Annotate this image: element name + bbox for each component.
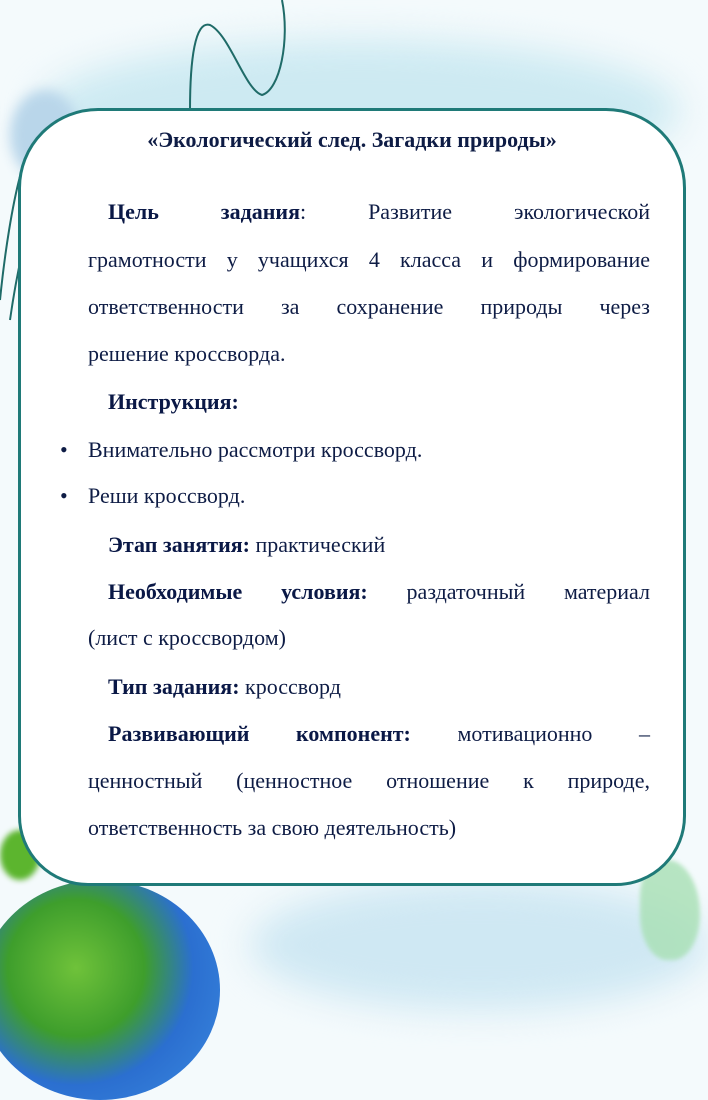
goal-line-4: решение кроссворда. [88, 341, 286, 366]
page-title: «Экологический след. Загадки природы» [147, 127, 557, 152]
bullet-icon: • [60, 483, 68, 508]
conditions-line-2: (лист с кроссвордом) [88, 625, 286, 650]
list-item: • Реши кроссворд. [60, 483, 246, 508]
stage-line: Этап занятия: практический [108, 532, 386, 557]
component-line-3: ответственность за свою деятельность) [88, 815, 457, 840]
goal-label: Цель задания [108, 199, 301, 224]
list-item: • Внимательно рассмотри кроссворд. [60, 437, 423, 462]
bullet-icon: • [60, 437, 68, 462]
component-line-2: ценностный (ценностное отношение к природе, [88, 768, 650, 793]
instruction-heading: Инструкция: [108, 389, 239, 414]
type-line: Тип задания: кроссворд [108, 674, 341, 699]
component-line-1: Развивающий компонент: мотивационно – [108, 721, 650, 746]
goal-line-1: Цель задания: Развитие экологической [108, 199, 650, 224]
goal-line-3: ответственности за сохранение природы через [88, 294, 650, 319]
conditions-line-1: Необходимые условия: раздаточный материал [108, 579, 650, 604]
goal-line-2: грамотности у учащихся 4 класса и формирование [88, 247, 650, 272]
